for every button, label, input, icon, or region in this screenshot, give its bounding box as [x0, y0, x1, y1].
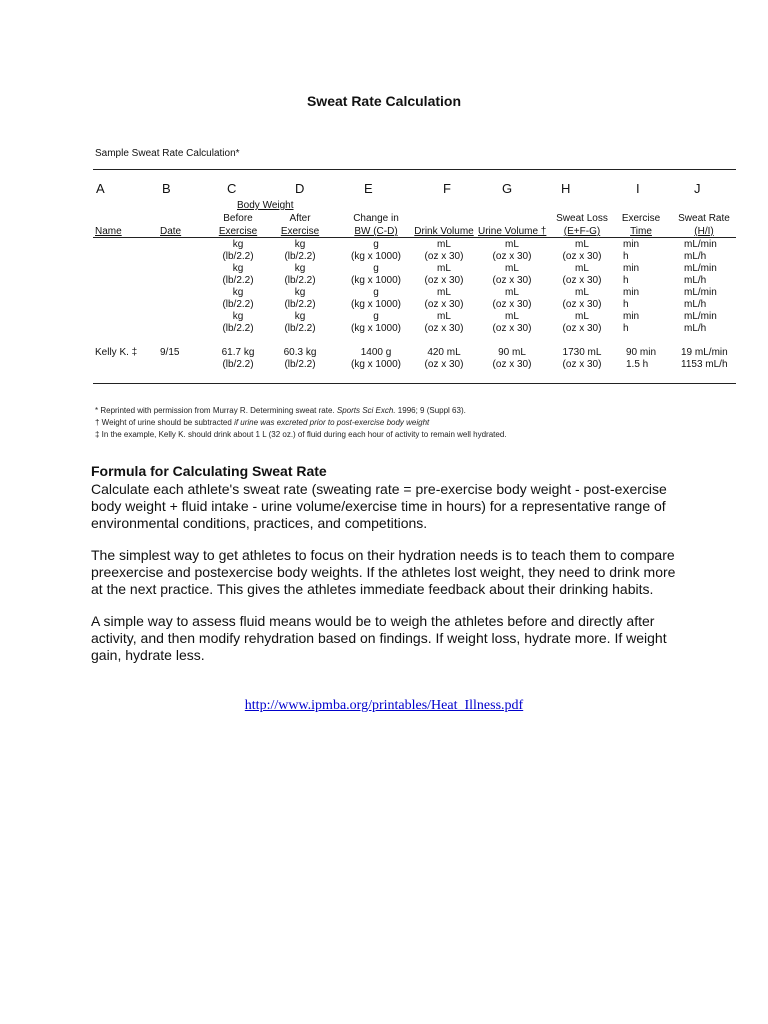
- template-cell: (oz x 30): [424, 299, 464, 310]
- footnote-example: ‡ In the example, Kelly K. should drink about 1 L (32 oz.) of fluid during each hour of activity to remain well hydrated.: [95, 430, 507, 439]
- example-change-unit: (kg x 1000): [350, 359, 402, 370]
- col-letter-f: F: [443, 181, 451, 196]
- template-cell: mL/h: [684, 323, 707, 334]
- template-cell: (lb/2.2): [284, 323, 316, 334]
- template-cell: g: [373, 311, 379, 322]
- template-cell: mL: [505, 263, 519, 274]
- col-letter-g: G: [502, 181, 513, 196]
- col-letter-a: A: [96, 181, 105, 196]
- bottom-rule: [93, 383, 736, 384]
- col-letter-j: J: [694, 181, 701, 196]
- footnotes: [95, 405, 506, 441]
- col-letter-d: D: [295, 181, 305, 196]
- template-cell: g: [373, 263, 379, 274]
- example-name: Kelly K. ‡: [95, 347, 138, 358]
- template-cell: mL: [575, 287, 589, 298]
- example-sweat-loss: 1730 mL: [562, 347, 602, 358]
- template-cell: (lb/2.2): [284, 251, 316, 262]
- template-cell: kg: [294, 287, 306, 298]
- template-cell: mL/h: [684, 251, 707, 262]
- header-sweat-loss-line1: Sweat Loss: [556, 213, 608, 224]
- source-link[interactable]: http://www.ipmba.org/printables/Heat_Illness.pdf: [244, 698, 524, 713]
- template-cell: mL: [437, 287, 451, 298]
- example-time-min: 90 min: [626, 347, 657, 358]
- example-date: 9/15: [160, 347, 180, 358]
- template-cell: (kg x 1000): [350, 275, 402, 286]
- header-after-line2: Exercise: [280, 226, 320, 237]
- example-before-unit: (lb/2.2): [222, 359, 254, 370]
- example-after: 60.3 kg: [283, 347, 317, 358]
- template-cell: (oz x 30): [424, 275, 464, 286]
- template-cell: (lb/2.2): [222, 323, 254, 334]
- example-drink: 420 mL: [427, 347, 461, 358]
- col-letter-i: I: [636, 181, 640, 196]
- template-cell: mL: [575, 311, 589, 322]
- header-time-line1: Exercise: [621, 213, 661, 224]
- example-change: 1400 g: [360, 347, 392, 358]
- template-cell: mL: [575, 263, 589, 274]
- template-cell: kg: [232, 311, 244, 322]
- header-after-line1: After: [289, 213, 311, 224]
- template-cell: kg: [294, 311, 306, 322]
- example-time-h: 1.5 h: [626, 359, 649, 370]
- template-cell: mL: [505, 239, 519, 250]
- template-cell: kg: [294, 239, 306, 250]
- template-cell: mL: [505, 287, 519, 298]
- example-urine-unit: (oz x 30): [492, 359, 532, 370]
- template-cell: kg: [232, 287, 244, 298]
- template-cell: kg: [294, 263, 306, 274]
- template-cell: (lb/2.2): [222, 299, 254, 310]
- paragraph-simplest-way: The simplest way to get athletes to focus on their hydration needs is to teach them to compare preexercise and postexercise body weights. If the athletes lost weight, they need to drink more at the next practice. This gives the athletes immediate feedback about their drinking habits.: [91, 547, 676, 597]
- template-cell: h: [623, 275, 629, 286]
- template-cell: (lb/2.2): [222, 275, 254, 286]
- template-cell: min: [623, 239, 640, 250]
- template-cell: mL: [505, 311, 519, 322]
- template-cell: mL/min: [684, 287, 717, 298]
- example-urine: 90 mL: [498, 347, 526, 358]
- template-cell: (oz x 30): [424, 251, 464, 262]
- header-date: Date: [160, 226, 182, 237]
- header-before-line1: Before: [223, 213, 253, 224]
- template-cell: mL/h: [684, 275, 707, 286]
- col-letter-h: H: [561, 181, 571, 196]
- page-title: Sweat Rate Calculation: [306, 93, 462, 109]
- header-drink-volume: Drink Volume: [414, 226, 474, 237]
- section-heading: Formula for Calculating Sweat Rate: [91, 463, 327, 479]
- template-cell: (oz x 30): [562, 323, 602, 334]
- header-name: Name: [95, 226, 122, 237]
- template-cell: h: [623, 323, 629, 334]
- header-change-line2: BW (C-D): [354, 226, 398, 237]
- template-cell: kg: [232, 239, 244, 250]
- template-cell: mL/min: [684, 263, 717, 274]
- col-letter-e: E: [364, 181, 373, 196]
- template-cell: (kg x 1000): [350, 251, 402, 262]
- template-cell: (oz x 30): [424, 323, 464, 334]
- template-cell: (lb/2.2): [284, 275, 316, 286]
- template-cell: (oz x 30): [492, 251, 532, 262]
- header-sweat-loss-line2: (E+F-G): [563, 226, 601, 237]
- example-after-unit: (lb/2.2): [284, 359, 316, 370]
- template-cell: min: [623, 263, 640, 274]
- paragraph-assess-fluid: A simple way to assess fluid means would be to weigh the athletes before and directly after activity, and then modify rehydration based on findings. If weight loss, hydrate more. If weight gain, hydrate less.: [91, 613, 667, 663]
- template-cell: h: [623, 251, 629, 262]
- template-cell: mL/min: [684, 311, 717, 322]
- example-rate-h: 1153 mL/h: [681, 359, 728, 370]
- template-cell: mL/h: [684, 299, 707, 310]
- header-time-line2: Time: [630, 226, 652, 237]
- template-cell: mL: [575, 239, 589, 250]
- header-before-line2: Exercise: [218, 226, 258, 237]
- template-cell: (oz x 30): [492, 299, 532, 310]
- template-cell: (oz x 30): [492, 275, 532, 286]
- example-rate-min: 19 mL/min: [681, 347, 728, 358]
- header-urine-volume: Urine Volume †: [478, 226, 547, 237]
- table-caption: Sample Sweat Rate Calculation*: [95, 148, 240, 159]
- template-cell: kg: [232, 263, 244, 274]
- col-letter-b: B: [162, 181, 171, 196]
- top-rule: [93, 169, 736, 170]
- template-cell: (oz x 30): [562, 275, 602, 286]
- header-change-line1: Change in: [353, 213, 399, 224]
- body-weight-group-label: Body Weight: [237, 200, 294, 211]
- template-cell: (kg x 1000): [350, 323, 402, 334]
- example-sweat-loss-unit: (oz x 30): [562, 359, 602, 370]
- template-cell: mL/min: [684, 239, 717, 250]
- header-rule: [93, 237, 736, 238]
- template-cell: (kg x 1000): [350, 299, 402, 310]
- footnote-urine: † Weight of urine should be subtracted if urine was excreted prior to post-exercise body weight: [95, 418, 430, 427]
- template-cell: h: [623, 299, 629, 310]
- header-rate-line1: Sweat Rate: [678, 213, 730, 224]
- template-cell: g: [373, 239, 379, 250]
- template-cell: (oz x 30): [492, 323, 532, 334]
- template-cell: (oz x 30): [562, 251, 602, 262]
- template-cell: min: [623, 287, 640, 298]
- footnote-reprint: * Reprinted with permission from Murray R. Determining sweat rate. Sports Sci Exch. 1996; 9 (Suppl 63).: [95, 406, 466, 415]
- example-before: 61.7 kg: [221, 347, 255, 358]
- template-cell: min: [623, 311, 640, 322]
- template-cell: mL: [437, 311, 451, 322]
- col-letter-c: C: [227, 181, 237, 196]
- header-rate-line2: (H/I): [694, 226, 714, 237]
- template-cell: (lb/2.2): [284, 299, 316, 310]
- template-cell: (oz x 30): [562, 299, 602, 310]
- template-cell: (lb/2.2): [222, 251, 254, 262]
- paragraph-formula: Calculate each athlete's sweat rate (sweating rate = pre-exercise body weight - post-exercise body weight + fluid intake - urine volume/exercise time in hours) for a representative range of environmental conditions, practices, and competitions.: [91, 481, 667, 531]
- template-cell: mL: [437, 239, 451, 250]
- example-drink-unit: (oz x 30): [424, 359, 464, 370]
- template-cell: g: [373, 287, 379, 298]
- template-cell: mL: [437, 263, 451, 274]
